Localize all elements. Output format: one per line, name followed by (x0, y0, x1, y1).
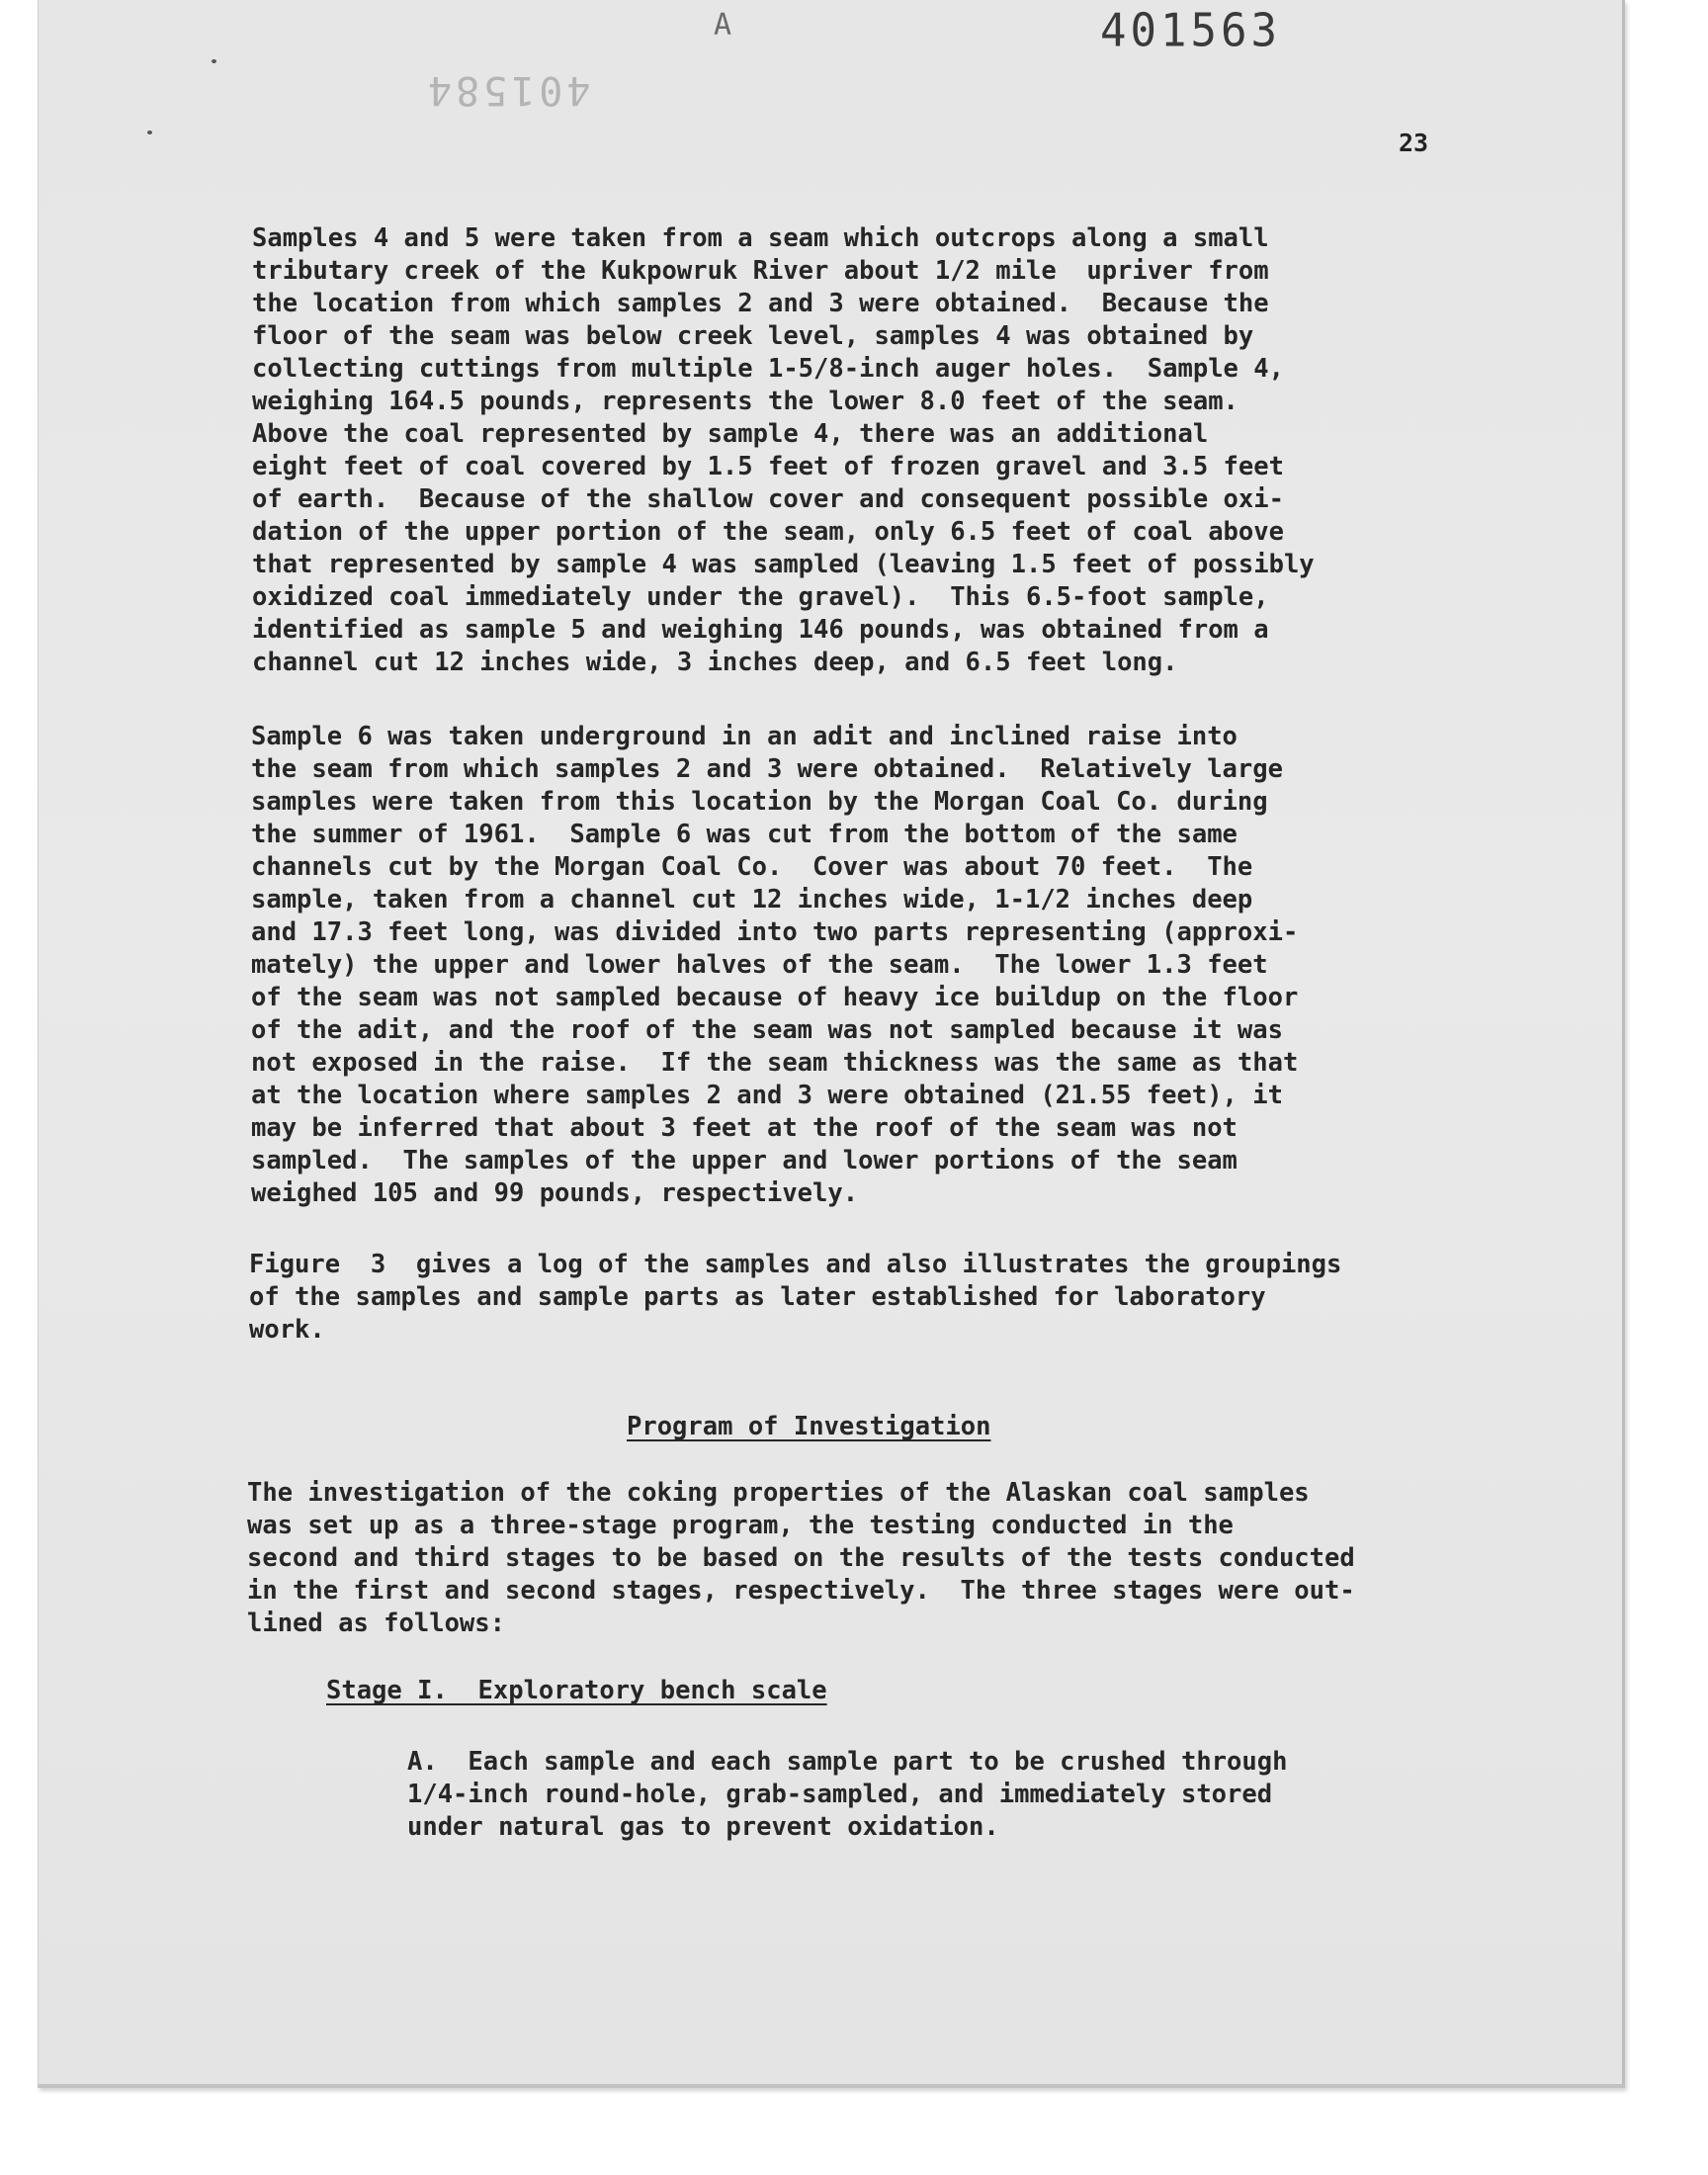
paragraph-sample-6: Sample 6 was taken underground in an adit and inclined raise into the seam from which samples 2 and 3 were obtained. Relatively large samples were taken from this location by the Morgan Coal Co. during the summer of 1961. Sample 6 was cut from the bottom of the same channels cut by the Morgan Coal Co. Cover was about 70 feet. The sample, taken from a channel cut 12 inches wide, 1-1/2 inches deep and 17.3 feet long, was divided into two parts representing (approxi- mately) the upper and lower halves of the seam. The lower 1.3 feet of the seam was not sampled because of heavy ice buildup on the floor of the adit, and the roof of the seam was not sampled because it was not exposed in the raise. If the seam thickness was the same as that at the location where samples 2 and 3 were obtained (21.55 feet), it may be inferred that about 3 feet at the roof of the seam was not sampled. The samples of the upper and lower portions of the seam weighed 105 and 99 pounds, respectively. (251, 722, 1299, 1208)
stage-heading: Stage I. Exploratory bench scale (326, 1676, 827, 1705)
list-item-a: A. Each sample and each sample part to be crushed through 1/4-inch round-hole, grab-sampled, and immediately stored under natural gas to prevent oxidation. (407, 1747, 1288, 1842)
scan-speck (147, 130, 152, 134)
paragraph-samples-4-5: Samples 4 and 5 were taken from a seam which outcrops along a small tributary creek of the Kukpowruk River about 1/2 mile upriver from the location from which samples 2 and 3 were obtained. Because the floor of the seam was below creek level, samples 4 was obtained by collecting cuttings from multiple 1-5/8-inch auger holes. Sample 4, weighing 164.5 pounds, represents the lower 8.0 feet of the seam. Above the coal represented by sample 4, there was an additional eight feet of coal covered by 1.5 feet of frozen gravel and 3.5 feet of earth. Because of the shallow cover and consequent possible oxi- dation of the upper portion of the seam, only 6.5 feet of coal above that represented by sample 4 was sampled (leaving 1.5 feet of possibly oxidized coal immediately under the gravel). This 6.5-foot sample, identified as sample 5 and weighing 146 pounds, was obtained from a channel cut 12 inches wide, 3 inches deep, and 6.5 feet long. (252, 223, 1315, 677)
margin-mark: A (714, 8, 732, 43)
document-stamp-number: 401563 (1100, 4, 1281, 58)
section-heading: Program of Investigation (627, 1412, 991, 1441)
page-number: 23 (1399, 129, 1429, 157)
paper-sheet (38, 0, 1625, 2088)
scan-speck (212, 59, 216, 63)
paragraph-program: The investigation of the coking properties of the Alaskan coal samples was set up as a three-stage program, the testing conducted in the second and third stages to be based on the results of the tests conducted in the first and second stages, respectively. The three stages were out- lined as follows: (247, 1478, 1355, 1638)
bleed-through-stamp: 401584 (424, 67, 591, 113)
paragraph-figure-3: Figure 3 gives a log of the samples and also illustrates the groupings of the samples and sample parts as later established for laboratory work. (249, 1250, 1342, 1345)
